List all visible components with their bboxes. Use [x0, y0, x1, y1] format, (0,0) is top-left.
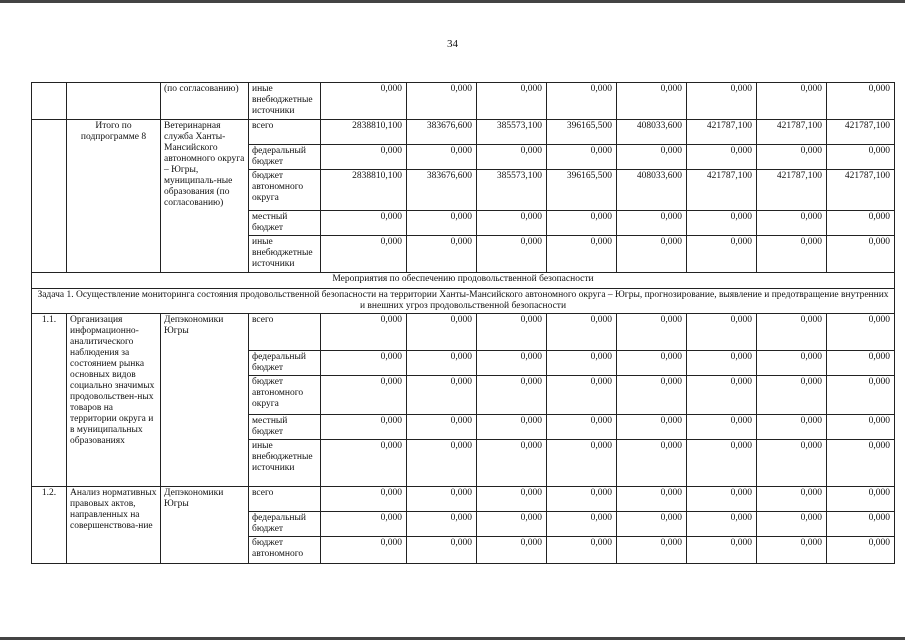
subtotal-value: 0,000 — [827, 211, 895, 236]
item-value: 0,000 — [827, 415, 895, 440]
item-value: 0,000 — [321, 537, 407, 564]
item-value: 0,000 — [687, 537, 757, 564]
item-value: 0,000 — [757, 415, 827, 440]
table-row — [32, 289, 895, 314]
subtotal-value: 0,000 — [757, 236, 827, 273]
subtotal-value: 421787,100 — [687, 170, 757, 211]
item-value: 0,000 — [687, 512, 757, 537]
subtotal-value: 0,000 — [827, 236, 895, 273]
item-value: 0,000 — [757, 487, 827, 512]
item-value: 0,000 — [321, 314, 407, 351]
cell-num — [32, 120, 67, 273]
subtotal-value: 421787,100 — [757, 170, 827, 211]
item-value: 0,000 — [617, 376, 687, 415]
item-value: 0,000 — [687, 487, 757, 512]
subtotal-value: 408033,600 — [617, 120, 687, 145]
item-value: 0,000 — [547, 415, 617, 440]
subtotal-value: 0,000 — [617, 211, 687, 236]
item-value: 0,000 — [827, 314, 895, 351]
item-value: 0,000 — [547, 376, 617, 415]
subtotal-source: бюджет автономного округа — [249, 170, 321, 211]
subtotal-source: иные внебюджетные источники — [249, 236, 321, 273]
item-name: Организация информационно-аналитического наблюдения за состоянием рынка основных видов социально значимых продовольствен-ных товаров на территории округа и в муниципальных образованиях — [67, 314, 161, 487]
cell-name — [67, 83, 161, 120]
subtotal-source: всего — [249, 120, 321, 145]
subtotal-value: 0,000 — [687, 236, 757, 273]
item-value: 0,000 — [827, 512, 895, 537]
table-row — [32, 120, 895, 145]
subtotal-value: 0,000 — [477, 145, 547, 170]
subtotal-value: 0,000 — [547, 145, 617, 170]
item-value: 0,000 — [407, 415, 477, 440]
item-value: 0,000 — [827, 537, 895, 564]
item-executor: Депэкономики Югры — [161, 314, 249, 487]
row-value: 0,000 — [827, 83, 895, 120]
subtotal-value: 396165,500 — [547, 170, 617, 211]
row-source: иные внебюджетные источники — [249, 83, 321, 120]
item-value: 0,000 — [687, 314, 757, 351]
item-value: 0,000 — [407, 376, 477, 415]
subtotal-value: 421787,100 — [827, 170, 895, 211]
subtotal-source: федеральный бюджет — [249, 145, 321, 170]
item-value: 0,000 — [407, 512, 477, 537]
subtotal-value: 385573,100 — [477, 170, 547, 211]
subtotal-value: 2838810,100 — [321, 120, 407, 145]
item-value: 0,000 — [617, 314, 687, 351]
table-body — [32, 83, 895, 564]
subtotal-value: 421787,100 — [687, 120, 757, 145]
item-value: 0,000 — [321, 415, 407, 440]
item-value: 0,000 — [321, 512, 407, 537]
subtotal-value: 0,000 — [757, 211, 827, 236]
item-value: 0,000 — [687, 376, 757, 415]
item-value: 0,000 — [407, 351, 477, 376]
item-value: 0,000 — [757, 314, 827, 351]
item-value: 0,000 — [321, 376, 407, 415]
subtotal-value: 0,000 — [321, 211, 407, 236]
subtotal-value: 0,000 — [547, 236, 617, 273]
item-value: 0,000 — [827, 487, 895, 512]
item-value: 0,000 — [617, 351, 687, 376]
item-value: 0,000 — [477, 314, 547, 351]
item-value: 0,000 — [617, 537, 687, 564]
subtotal-value: 408033,600 — [617, 170, 687, 211]
subtotal-value: 421787,100 — [827, 120, 895, 145]
item-value: 0,000 — [407, 487, 477, 512]
item-value: 0,000 — [617, 512, 687, 537]
subtotal-value: 0,000 — [617, 145, 687, 170]
item-source: федеральный бюджет — [249, 512, 321, 537]
item-value: 0,000 — [477, 376, 547, 415]
item-value: 0,000 — [617, 487, 687, 512]
item-source: федеральный бюджет — [249, 351, 321, 376]
subtotal-value: 0,000 — [477, 211, 547, 236]
budget-table — [31, 82, 895, 564]
row-value: 0,000 — [477, 83, 547, 120]
scan-edge-top — [0, 0, 905, 3]
table-row — [32, 314, 895, 351]
item-value: 0,000 — [687, 415, 757, 440]
item-source: бюджет автономного — [249, 537, 321, 564]
item-value: 0,000 — [477, 487, 547, 512]
item-value: 0,000 — [617, 415, 687, 440]
subtotal-value: 0,000 — [321, 236, 407, 273]
item-value: 0,000 — [407, 440, 477, 487]
item-value: 0,000 — [687, 440, 757, 487]
item-value: 0,000 — [407, 314, 477, 351]
item-value: 0,000 — [827, 351, 895, 376]
subtotal-value: 383676,600 — [407, 170, 477, 211]
subtotal-value: 0,000 — [757, 145, 827, 170]
item-value: 0,000 — [827, 440, 895, 487]
item-value: 0,000 — [477, 512, 547, 537]
subtotal-value: 0,000 — [827, 145, 895, 170]
subtotal-value: 2838810,100 — [321, 170, 407, 211]
row-value: 0,000 — [757, 83, 827, 120]
item-value: 0,000 — [547, 440, 617, 487]
item-number: 1.2. — [32, 487, 67, 564]
item-value: 0,000 — [477, 537, 547, 564]
cell-num — [32, 83, 67, 120]
item-value: 0,000 — [757, 512, 827, 537]
subtotal-value: 383676,600 — [407, 120, 477, 145]
subtotal-value: 0,000 — [407, 236, 477, 273]
section-title: Мероприятия по обеспечению продовольственной безопасности — [32, 273, 895, 289]
item-executor: Депэкономики Югры — [161, 487, 249, 564]
subtotal-value: 0,000 — [687, 211, 757, 236]
subtotal-value: 0,000 — [547, 211, 617, 236]
item-source: всего — [249, 487, 321, 512]
item-source: иные внебюджетные источники — [249, 440, 321, 487]
subtotal-value: 396165,500 — [547, 120, 617, 145]
item-value: 0,000 — [407, 537, 477, 564]
item-value: 0,000 — [757, 376, 827, 415]
item-value: 0,000 — [477, 351, 547, 376]
item-value: 0,000 — [477, 415, 547, 440]
subtotal-executor: Ветеринарная служба Ханты-Мансийского автономного округа – Югры, муниципаль-ные образования (по согласованию) — [161, 120, 249, 273]
item-value: 0,000 — [687, 351, 757, 376]
item-value: 0,000 — [321, 351, 407, 376]
subtotal-value: 0,000 — [687, 145, 757, 170]
item-value: 0,000 — [547, 314, 617, 351]
item-value: 0,000 — [477, 440, 547, 487]
item-name: Анализ нормативных правовых актов, направленных на совершенствова-ние — [67, 487, 161, 564]
item-value: 0,000 — [757, 537, 827, 564]
subtotal-value: 421787,100 — [757, 120, 827, 145]
item-value: 0,000 — [757, 351, 827, 376]
row-value: 0,000 — [687, 83, 757, 120]
item-number: 1.1. — [32, 314, 67, 487]
subtotal-source: местный бюджет — [249, 211, 321, 236]
item-value: 0,000 — [547, 351, 617, 376]
subtotal-value: 0,000 — [407, 145, 477, 170]
item-value: 0,000 — [321, 487, 407, 512]
table-row — [32, 273, 895, 289]
cell-executor: (по согласованию) — [161, 83, 249, 120]
table-row — [32, 83, 895, 120]
item-value: 0,000 — [547, 512, 617, 537]
page-number: 34 — [447, 38, 458, 50]
item-source: местный бюджет — [249, 415, 321, 440]
subtotal-value: 0,000 — [321, 145, 407, 170]
subtotal-value: 0,000 — [617, 236, 687, 273]
subtotal-value: 0,000 — [477, 236, 547, 273]
item-value: 0,000 — [547, 487, 617, 512]
task-title: Задача 1. Осуществление мониторинга состояния продовольственной безопасности на территории Ханты-Мансийского автономного округа – Югры, прогнозирование, выявление и предотвращение внутренних и внешних угроз продовольственной безопасности — [32, 289, 895, 314]
item-source: всего — [249, 314, 321, 351]
item-value: 0,000 — [757, 440, 827, 487]
row-value: 0,000 — [617, 83, 687, 120]
subtotal-value: 0,000 — [407, 211, 477, 236]
row-value: 0,000 — [547, 83, 617, 120]
item-value: 0,000 — [827, 376, 895, 415]
item-source: бюджет автономного округа — [249, 376, 321, 415]
subtotal-value: 385573,100 — [477, 120, 547, 145]
table-row — [32, 487, 895, 512]
item-value: 0,000 — [547, 537, 617, 564]
item-value: 0,000 — [321, 440, 407, 487]
subtotal-label: Итого по подпрограмме 8 — [67, 120, 161, 273]
item-value: 0,000 — [617, 440, 687, 487]
row-value: 0,000 — [407, 83, 477, 120]
row-value: 0,000 — [321, 83, 407, 120]
